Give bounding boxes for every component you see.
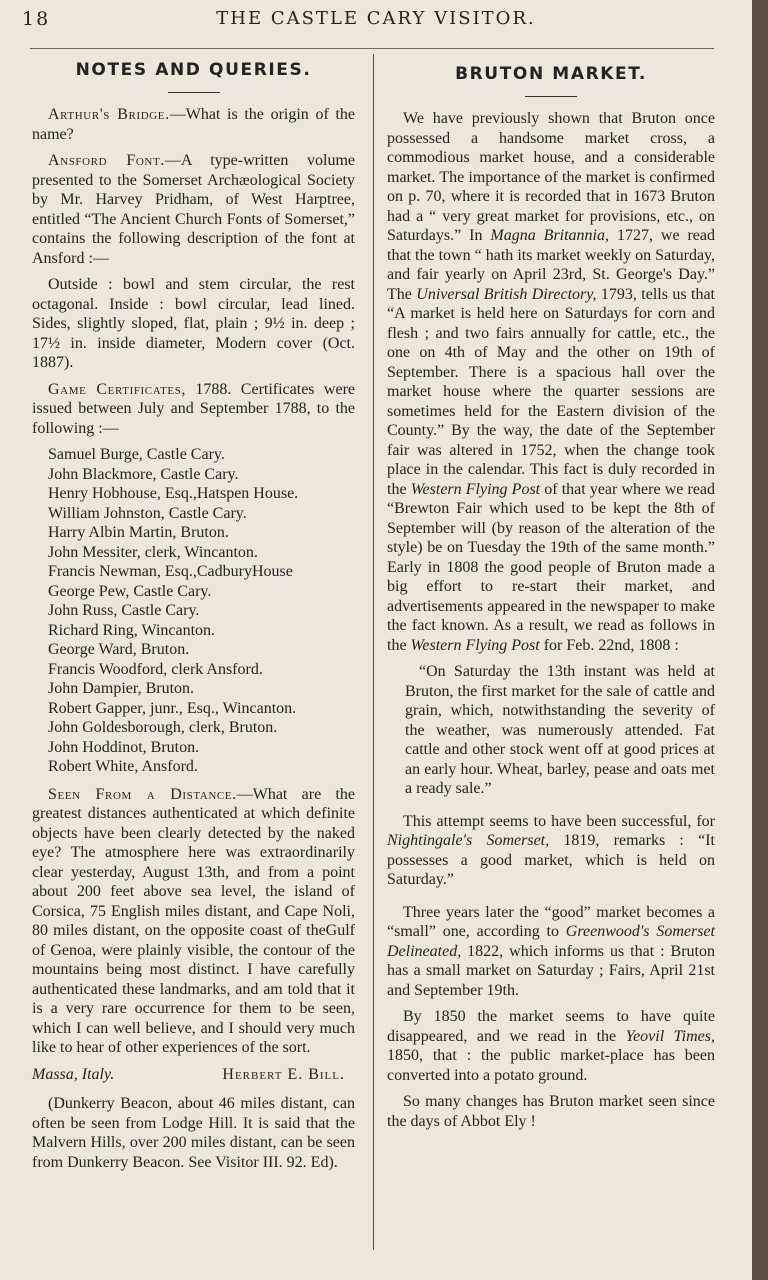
certificate-list bbox=[48, 445, 355, 777]
list-item: John Russ, Castle Cary. bbox=[48, 602, 200, 619]
query-title: Seen From a Distance. bbox=[48, 785, 237, 803]
query-title: Arthur's Bridge. bbox=[48, 106, 170, 123]
column-divider bbox=[373, 54, 374, 1250]
running-title: THE CASTLE CARY VISITOR. bbox=[216, 8, 536, 29]
title-greenwood: Greenwood's Somerset Delineated, bbox=[387, 923, 715, 960]
query-title: Game Certificates, bbox=[48, 380, 187, 398]
title-universal-directory: Universal British Directory, bbox=[416, 285, 597, 303]
market-history-paragraph bbox=[387, 109, 715, 655]
text-run: for Feb. 22nd, 1808 : bbox=[539, 636, 679, 654]
query-body: —What are the greatest distances authenticated at which definite objects have been clearly detected by the naked eye? The atmosphere here was extraordinarily clear yesterday, August 13th, and from a point about 200 feet above sea level, the island of Corsica, 75 English miles distant, and Cape Noli, 80 miles distant, on the opposite coast of theGulf of Genoa, were plainly visible, the contour of the mountains being most distinct. I have carefully authenticated these landmarks, and am told that it is a very rare occurrence for them to be seen, which I can well believe, and I should very much like to hear of other experiences of the sort. bbox=[32, 785, 355, 1056]
list-item: George Pew, Castle Cary. bbox=[48, 582, 212, 600]
list-item: John Hoddinot, Bruton. bbox=[48, 738, 200, 756]
signature-name: Herbert E. Bill. bbox=[222, 1065, 345, 1083]
query-title: Ansford Font. bbox=[48, 152, 165, 169]
text-run: of that year where we read “Brewton Fair which used to be kept the 8th of September will (by reason of the alteration of the style) be on Tuesday the 19th of the same month.” Early in 1808 the good people of Bruton made a big effort to re-start their market, and advertisements appeared in the newspaper to make the fact known. As a result, we read as follows in the bbox=[387, 480, 716, 654]
greenwood-paragraph bbox=[387, 903, 715, 1001]
newspaper-quote bbox=[387, 662, 715, 799]
list-item: John Messiter, clerk, Wincanton. bbox=[48, 543, 258, 561]
nightingale-paragraph bbox=[387, 812, 715, 890]
signature-place: Massa, Italy. bbox=[32, 1065, 115, 1083]
query-body: —What is the origin of the name? bbox=[32, 106, 355, 143]
list-item: John Dampier, Bruton. bbox=[48, 680, 195, 697]
heading-rule bbox=[525, 96, 577, 97]
query-body: —A type-written volume presented to the Somerset Archæological Society by Mr. Harvey Pridham, of West Harptree, entitled “The Ancient Church Fonts of Somerset,” contains the following description of the font at Ansford :— bbox=[32, 152, 355, 267]
right-column bbox=[387, 64, 715, 1138]
list-item: John Goldesborough, clerk, Bruton. bbox=[48, 719, 278, 736]
page-header bbox=[0, 8, 752, 36]
list-item: Robert Gapper, junr., Esq., Wincanton. bbox=[48, 699, 297, 717]
heading-rule bbox=[168, 92, 220, 93]
left-heading: NOTES AND QUERIES. bbox=[75, 60, 312, 80]
seen-from-distance-query bbox=[32, 785, 355, 1058]
left-column bbox=[32, 60, 355, 1179]
text-run: Three years later the “good” market becomes a “small” one, according to bbox=[387, 903, 715, 940]
text-run: 1850, that : the public market-place has been converted into a potato ground. bbox=[387, 1047, 715, 1084]
title-yeovil-times: Yeovil Times, bbox=[625, 1027, 715, 1045]
list-item: Francis Newman, Esq.,CadburyHouse bbox=[48, 563, 293, 580]
game-certificates-query bbox=[32, 380, 355, 439]
text-run: This attempt seems to have been successful, for bbox=[403, 812, 715, 830]
text-run: 1793, tells us that “A market is held here on Saturdays for corn and flesh ; and two fairs annually for cattle, etc., the one on 4th of May and the other on 19th of September. There is a spacious hall over the market house where the quarter sessions are sometimes held for the Eastern division of the County.” By the way, the date of the September fair was altered in 1752, when the change took place in the calendar. This fact is duly recorded in the bbox=[387, 285, 715, 498]
list-item: William Johnston, Castle Cary. bbox=[48, 504, 247, 522]
list-item: Francis Woodford, clerk Ansford. bbox=[48, 660, 263, 678]
yeovil-paragraph bbox=[387, 1007, 715, 1085]
list-item: John Blackmore, Castle Cary. bbox=[48, 465, 239, 483]
header-rule bbox=[30, 48, 714, 49]
query-body: 1788. Certificates were issued between July and September 1788, to the following :— bbox=[32, 380, 355, 437]
editor-note: (Dunkerry Beacon, about 46 miles distant, can often be seen from Lodge Hill. It is said that the Malvern Hills, over 200 miles distant, can be seen from Dunkerry Beacon. See Visitor III. 92. Ed). bbox=[32, 1095, 355, 1171]
quote-text: “On Saturday the 13th instant was held at Bruton, the first market for the sale of cattle and grain, which, notwithstanding the severity of the weather, was numerously attended. Fat cattle and other stock went off at good prices at an early hour. Wheat, barley, pease and oats met a ready sale.” bbox=[405, 663, 715, 797]
list-item: George Ward, Bruton. bbox=[48, 641, 190, 658]
list-item: Robert White, Ansford. bbox=[48, 758, 198, 775]
list-item: Samuel Burge, Castle Cary. bbox=[48, 446, 225, 463]
page-number: 18 bbox=[22, 8, 51, 30]
font-description: Outside : bowl and stem circular, the rest octagonal. Inside : bowl circular, lead lined. Sides, slightly sloped, flat, plain ; 9½ in. deep ; 17½ in. inside diameter, Modern cover (Oct. 1887). bbox=[32, 276, 355, 371]
title-western-flying-post: Western Flying Post bbox=[410, 636, 540, 654]
text-run: 1822, which informs us that : Bruton has a small market on Saturday ; Fairs, April 21st and September 19th. bbox=[387, 942, 715, 999]
text-run: 1727, we read that the town “ hath its market weekly on Saturday, and fair yearly on April 23rd, St. George's Day.” The bbox=[387, 227, 716, 303]
text-run: We have previously shown that Bruton once possessed a handsome market cross, a commodious market house, and a considerable market. The importance of the market is confirmed on p. 70, where it is recorded that in 1673 Bruton had a “ very great market for provisions, etc., on Saturdays.” In bbox=[387, 110, 715, 244]
signature bbox=[32, 1065, 355, 1085]
list-item: Harry Albin Martin, Bruton. bbox=[48, 524, 229, 541]
arthurs-bridge-query bbox=[32, 105, 355, 144]
ansford-font-query bbox=[32, 151, 355, 268]
title-magna-britannia: Magna Britannia, bbox=[490, 227, 610, 244]
title-western-flying-post: Western Flying Post bbox=[410, 480, 541, 498]
text-run: By 1850 the market seems to have quite disappeared, and we read in the bbox=[387, 1008, 715, 1045]
text-run: 1819, remarks : “It possesses a good market, which is held on Saturday.” bbox=[387, 832, 716, 888]
closing-paragraph: So many changes has Bruton market seen since the days of Abbot Ely ! bbox=[387, 1093, 715, 1130]
list-item: Richard Ring, Wincanton. bbox=[48, 621, 216, 639]
list-item: Henry Hobhouse, Esq.,Hatspen House. bbox=[48, 485, 299, 502]
right-heading: BRUTON MARKET. bbox=[455, 64, 647, 84]
title-nightingale: Nightingale's Somerset, bbox=[387, 832, 550, 849]
